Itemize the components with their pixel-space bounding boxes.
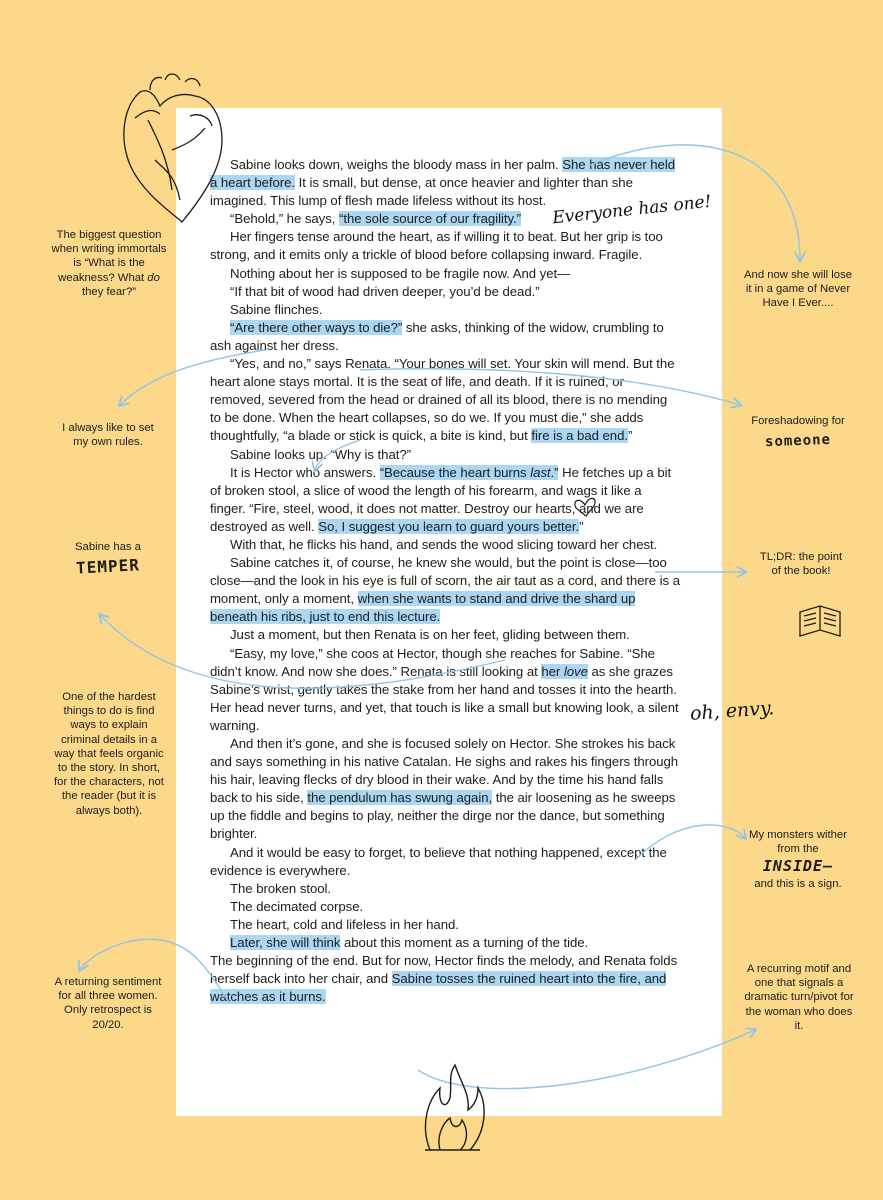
paragraph: It is Hector who answers. “Because the heart burns last.” He fetches up a bit of broken stool, a slice of wood the length of his forearm, and wags it like a finger. “Fire, steel, wood, it does not matter. Destroy our hearts, and we are destroyed as well. So, I suggest you learn to guard yours better.”: [210, 464, 672, 534]
highlight: Sabine tosses the ruined heart into the fire, and watches as it burns.: [210, 971, 667, 1005]
note-returning-sentiment: A returning sentiment for all three women. Only retrospect is 20/20.: [54, 976, 162, 1031]
note-tldr: TL;DR: the point of the book!: [759, 551, 843, 578]
highlight: Later, she will think: [230, 935, 341, 951]
paragraph: “Yes, and no,” says Renata. “Your bones will set. Your skin will mend. But the heart alone stays mortal. It is the seat of life, and death. If it is ruined, or removed, severed from the head or drained of all its blood, there is no mending to be done. When the heart collapses, so do we. If you must die,” she adds thoughtfully, “a blade or stick is quick, a bite is kind, but fire is a bad end.”: [210, 356, 675, 444]
paragraph: The beginning of the end. But for now, Hector finds the melody, and Renata folds herself back into her chair, and Sabine tosses the ruined heart into the fire, and watches as it burns.: [210, 953, 678, 1005]
highlight: the pendulum has swung again,: [307, 790, 493, 806]
paragraph: “Are there other ways to die?” she asks, thinking of the widow, crumbling to ash against her dress.: [210, 319, 664, 353]
note-never-have-i-ever: And now she will lose it in a game of Never Have I Ever....: [744, 269, 853, 310]
open-book-icon: [800, 606, 840, 636]
paragraph: Just a moment, but then Renata is on her feet, gliding between them.: [230, 627, 630, 643]
highlight: “Because the heart burns last.”: [379, 464, 559, 480]
paragraph: Later, she will think about this moment as a turning of the tide.: [230, 935, 589, 951]
highlight: “Are there other ways to die?”: [230, 319, 403, 335]
paragraph: Her fingers tense around the heart, as if willing it to beat. But her grip is too strong, and it emits only a trickle of blood before collapsing inward. Fragile.: [210, 229, 663, 263]
paragraph: Sabine looks down, weighs the bloody mass in her palm. She has never held a heart before. It is small, but dense, at once heavier and lighter than she imagined. This lump of flesh made lifeless without its host.: [210, 157, 676, 209]
highlight: “the sole source of our fragility.”: [339, 211, 521, 227]
paragraph: The broken stool.: [230, 880, 332, 896]
paragraph: And it would be easy to forget, to believe that nothing happened, except the evidence is everywhere.: [210, 844, 667, 878]
note-recurring-motif: A recurring motif and one that signals a dramatic turn/pivot for the woman who does it.: [744, 963, 854, 1032]
highlight: So, I suggest you learn to guard yours better.: [318, 518, 580, 534]
paragraph: Nothing about her is supposed to be fragile now. And yet—: [230, 265, 571, 281]
handwritten-note-envy: oh, envy.: [689, 697, 775, 725]
paragraph: Sabine catches it, of course, he knew she would, but the point is close—too close—and the look in his eye is full of scorn, the air taut as a cord, and there is a moment, only a moment, when she wants to stand and drive the shard up beneath his ribs, just to end this lecture.: [210, 555, 680, 625]
note-own-rules: I always like to set my own rules.: [62, 422, 154, 449]
highlight: her love: [541, 663, 588, 679]
excerpt-text: [210, 156, 680, 1006]
paragraph: “Easy, my love,” she coos at Hector, though she reaches for Sabine. “She didn’t know. And now she does.” Renata is still looking at her love as she grazes Sabine’s wrist, gently takes the stake from her hand and tosses it into the hearth. Her head never turns, and yet, that touch is like a small but knowing look, a silent warning.: [210, 645, 679, 733]
highlight: fire is a bad end.: [531, 428, 628, 444]
note-temper: Sabine has a TEMPER: [58, 540, 158, 574]
paragraph: Sabine flinches.: [230, 301, 323, 317]
note-biggest-question: The biggest question when writing immortals is “What is the weakness? What do they fear?”: [51, 229, 167, 298]
temper-word: TEMPER: [75, 555, 141, 578]
note-foreshadowing: Foreshadowing for someone: [744, 414, 852, 448]
note-monsters: My monsters wither from the INSIDE— and this is a sign.: [738, 828, 858, 891]
paragraph: The decimated corpse.: [230, 898, 364, 914]
highlight: She has never held a heart before.: [210, 157, 676, 191]
paragraph: “Behold,” he says, “the sole source of our fragility.”: [230, 211, 521, 227]
handwritten-note-everyone: Everyone has one!: [551, 191, 713, 229]
note-criminal-details: One of the hardest things to do is find ways to explain criminal details in a way that feels organic to the story. In short, for the characters, not the reader (but it is always both).: [54, 691, 164, 817]
paragraph: With that, he flicks his hand, and sends the wood slicing toward her chest.: [230, 536, 658, 552]
paragraph: The heart, cold and lifeless in her hand.: [230, 916, 459, 932]
paragraph: Sabine looks up. “Why is that?”: [230, 446, 411, 462]
someone-word: someone: [764, 432, 832, 451]
paragraph: And then it’s gone, and she is focused solely on Hector. She strokes his back and says something in his native Catalan. He sighs and rakes his fingers through his hair, leaving flecks of dry blood in their wake. And by the time his hand falls back to his side, the pendulum has swung again, the air loosening as he sweeps up the fiddle and begins to play, neither the dirge nor the dance, but something brighter.: [210, 736, 679, 842]
highlight: when she wants to stand and drive the shard up beneath his ribs, just to end this lecture.: [210, 591, 636, 625]
inside-word: INSIDE—: [762, 857, 834, 876]
paragraph: “If that bit of wood had driven deeper, you’d be dead.”: [230, 283, 540, 299]
